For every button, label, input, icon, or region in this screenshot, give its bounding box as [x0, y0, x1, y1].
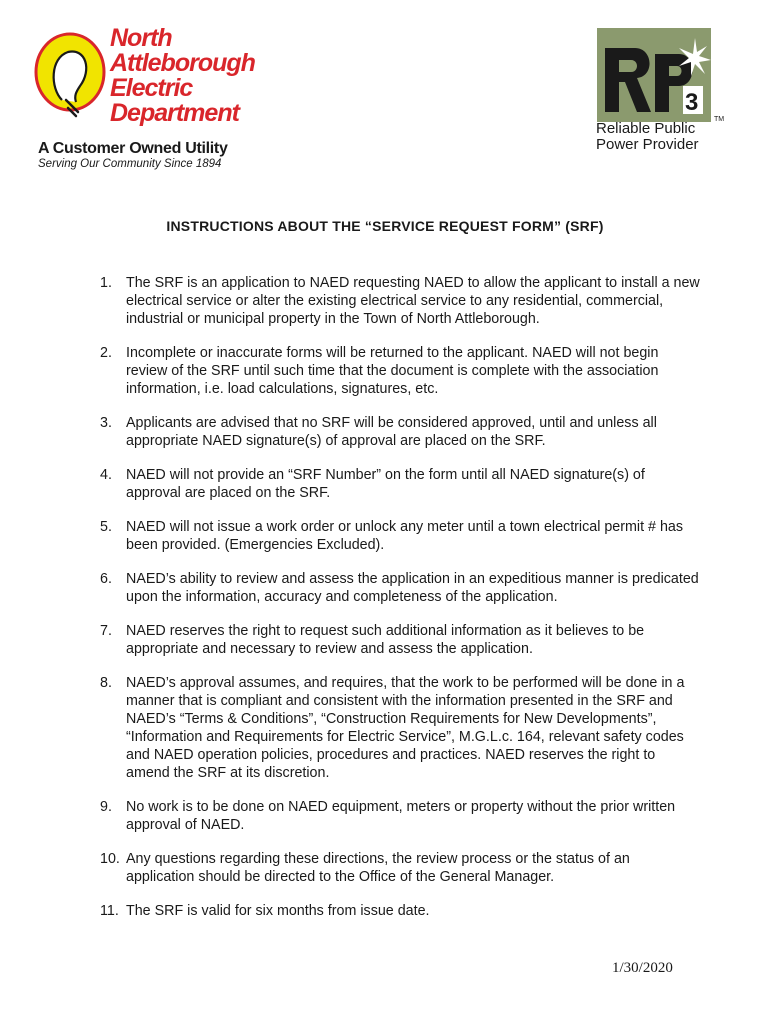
document-date: 1/30/2020: [612, 960, 673, 976]
item-number: 4.: [100, 467, 112, 483]
item-text: NAED will not issue a work order or unlock any meter until a town electrical permit # has been provided. (Emergencies Excluded).: [126, 519, 684, 553]
instruction-item: [100, 850, 700, 886]
instruction-item: [100, 518, 700, 554]
item-text: NAED will not provide an “SRF Number” on the form until all NAED signature(s) of approval are placed on the SRF.: [126, 467, 645, 501]
item-number: 11.: [100, 903, 119, 919]
item-text: Incomplete or inaccurate forms will be returned to the applicant. NAED will not begin review of the SRF until such time that the document is complete with the association information, i.e. load calculations, signatures, etc.: [126, 345, 659, 397]
item-text: No work is to be done on NAED equipment, meters or property without the prior written approval of NAED.: [126, 799, 676, 833]
item-text: The SRF is an application to NAED requesting NAED to allow the applicant to install a new electrical service or alter the existing electrical service to any residential, commercial, industrial or municipal property in the Town of North Attleborough.: [126, 275, 700, 327]
instruction-item: [100, 466, 700, 502]
item-text: NAED’s ability to review and assess the application in an expeditious manner is predicated upon the information, accuracy and completeness of the application.: [126, 571, 699, 605]
since-text: Serving Our Community Since 1894: [38, 158, 222, 170]
rp3-logo: [590, 26, 730, 156]
instruction-item: [100, 414, 700, 450]
naed-logo: [32, 22, 272, 172]
instruction-item: [100, 902, 700, 920]
item-text: Any questions regarding these directions, the review process or the status of an application should be directed to the Office of the General Manager.: [126, 851, 630, 885]
item-text: The SRF is valid for six months from issue date.: [126, 903, 430, 919]
lightbulb-icon: [32, 28, 112, 138]
instruction-item: [100, 344, 700, 398]
item-number: 6.: [100, 571, 112, 587]
instruction-item: [100, 798, 700, 834]
item-number: 9.: [100, 799, 112, 815]
rp3-badge-icon: [597, 28, 711, 122]
rp3-caption: Reliable Public Power Provider: [596, 120, 699, 153]
document-title: INSTRUCTIONS ABOUT THE “SERVICE REQUEST FORM” (SRF): [166, 218, 604, 234]
item-text: Applicants are advised that no SRF will be considered approved, until and unless all appropriate NAED signature(s) of approval are placed on the SRF.: [126, 415, 657, 449]
instruction-item: [100, 274, 700, 328]
item-number: 10.: [100, 851, 120, 867]
instruction-item: [100, 622, 700, 658]
instruction-item: [100, 674, 700, 782]
item-text: NAED reserves the right to request such additional information as it believes to be appropriate and necessary to review and assess the application.: [126, 623, 645, 657]
rp3-subscript: 3: [685, 89, 699, 116]
instruction-item: [100, 570, 700, 606]
item-number: 3.: [100, 415, 112, 431]
item-number: 8.: [100, 675, 112, 691]
trademark-mark: TM: [714, 116, 725, 123]
item-text: NAED’s approval assumes, and requires, that the work to be performed will be done in a manner that is compliant and consistent with the information presented in the SRF and NAED’s “Terms & Conditions”, “Construction Requirements for New Developments”, “Information and Requirements for Electric Service”, M.G.L.c. 164, relevant safety codes and NAED operation policies, procedures and practices. NAED reserves the right to amend the SRF at its discretion.: [126, 675, 685, 781]
tagline: A Customer Owned Utility: [38, 140, 228, 157]
item-number: 2.: [100, 345, 112, 361]
item-number: 5.: [100, 519, 112, 535]
instructions-list: [100, 274, 700, 920]
item-number: 7.: [100, 623, 112, 639]
item-number: 1.: [100, 275, 112, 291]
organization-name: North Attleborough Electric Department: [110, 24, 255, 127]
